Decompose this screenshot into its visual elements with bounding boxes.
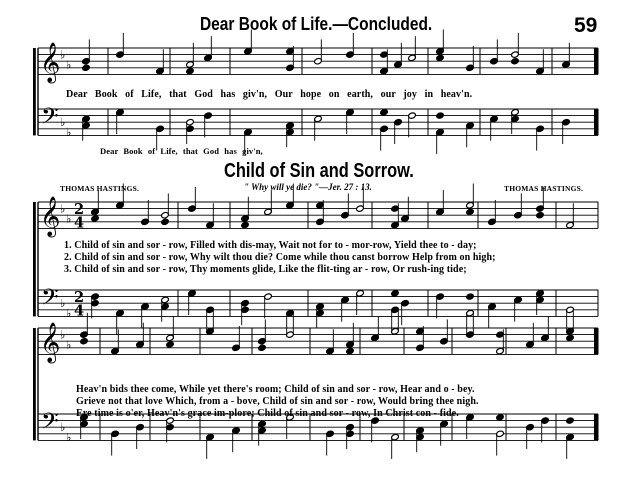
system-brace (33, 48, 36, 135)
final-barline (594, 414, 598, 440)
treble-clef: 𝄞 (40, 196, 61, 237)
system-brace (33, 328, 36, 440)
treble-note (161, 218, 170, 225)
key-signature-flat: ♭ (60, 116, 66, 130)
final-barline (594, 48, 598, 74)
bass-note (496, 414, 505, 421)
time-signature-top: 2 (74, 289, 85, 307)
page-number: 59 (574, 14, 598, 37)
key-signature-flat: ♭ (66, 58, 72, 72)
treble-note (166, 341, 175, 348)
key-signature-flat: ♭ (60, 202, 66, 216)
bass-note (380, 109, 389, 116)
treble-note (436, 54, 445, 61)
treble-note (346, 347, 355, 354)
key-signature-flat: ♭ (66, 212, 72, 226)
key-signature-flat: ♭ (66, 431, 72, 445)
key-signature-flat: ♭ (66, 338, 72, 352)
time-signature-bottom: 4 (74, 214, 85, 232)
treble-note (82, 64, 91, 71)
bass-lyrics-line: Dear Book of Life, that God has giv'n, (100, 146, 263, 156)
treble-note (258, 344, 267, 351)
final-barline (594, 109, 598, 135)
treble-note (536, 212, 545, 219)
treble-clef: 𝄞 (40, 42, 61, 83)
time-signature-top: 2 (74, 201, 85, 219)
scripture-reference: " Why will ye die? "—Jer. 27 : 13. (244, 182, 372, 192)
treble-note (511, 58, 520, 65)
system-brace (33, 202, 36, 316)
verse-1-line-1: 1. Child of sin and sor - row, Filled with dis-may, Wait not for to - mor-row, Yield thee to - day; (64, 240, 477, 251)
key-signature-flat: ♭ (60, 48, 66, 62)
treble-lyrics-line: Dear Book of Life, that God has giv'n, Our hope on earth, our joy in heav'n. (66, 89, 473, 100)
time-signature-bottom: 4 (74, 302, 85, 320)
verse-2-line-1: 2. Child of sin and sor - row, Why wilt thou die? Come while thou canst borrow Help from on high; (64, 252, 496, 263)
treble-note (566, 334, 575, 341)
final-barline (594, 328, 598, 354)
bass-clef: 𝄢 (41, 407, 59, 441)
bass-clef: 𝄢 (41, 102, 59, 136)
treble-note (186, 67, 195, 74)
composer-left: THOMAS HASTINGS. (60, 184, 140, 193)
treble-note (466, 208, 475, 215)
verse-3-line-1: 3. Child of sin and sor - row, Thy moments glide, Like the flit-ting ar - row, Or rush-ing tide; (64, 264, 467, 275)
key-signature-flat: ♭ (60, 421, 66, 435)
verse-2-line-2: Grieve not that love Which, from a - bove, Child of sin and sor - row, Would bring thee nigh. (76, 396, 479, 407)
continued-hymn-title: Dear Book of Life.—Concluded. (200, 14, 433, 34)
key-signature-flat: ♭ (66, 126, 72, 140)
verse-3-line-2: Ere time is o'er, Heav'n's grace im-plore; Child of sin and sor - row, In Christ con - fide. (76, 408, 459, 419)
treble-note (241, 221, 250, 228)
composer-right: THOMAS HASTINGS. (504, 184, 584, 193)
bass-note (436, 112, 445, 119)
bass-note (391, 290, 400, 297)
verse-1-line-2: Heav'n bids thee come, While yet there's room; Child of sin and sor - row, Hear and o - bey. (76, 384, 475, 395)
key-signature-flat: ♭ (60, 328, 66, 342)
treble-note (91, 215, 100, 222)
treble-note (80, 338, 89, 345)
key-signature-flat: ♭ (66, 307, 72, 321)
hymn-title: Child of Sin and Sorrow. (224, 160, 414, 182)
key-signature-flat: ♭ (60, 297, 66, 311)
treble-clef: 𝄞 (40, 322, 61, 363)
bass-clef: 𝄢 (41, 283, 59, 317)
bass-note (566, 417, 575, 424)
bass-note (466, 293, 475, 300)
